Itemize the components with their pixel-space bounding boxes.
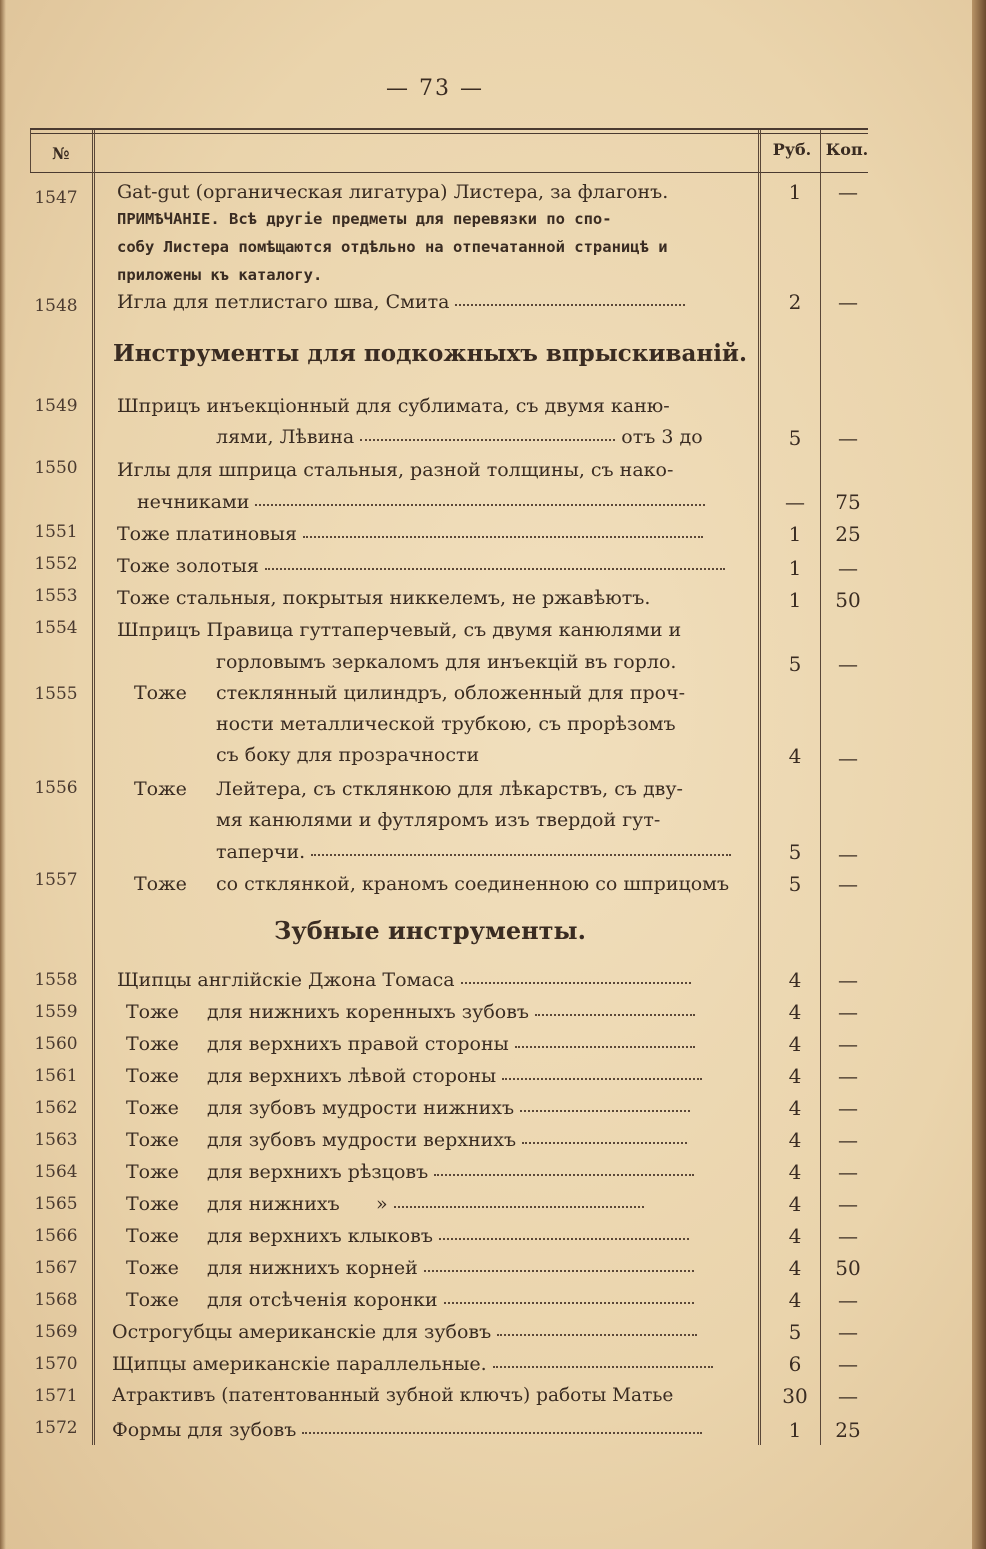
entry-rubles: 1: [788, 556, 802, 580]
ditto-label: Тоже: [126, 1001, 179, 1023]
text-column-divider: [758, 130, 761, 1445]
entry-text-main: нечниками: [137, 491, 250, 513]
entry-number: 1566: [34, 1226, 78, 1246]
ditto-label: Тоже: [126, 1161, 179, 1183]
entry-text-continued: мя канюлями и футляромъ изъ твердой гут-: [216, 809, 661, 831]
entry-kopecks: —: [838, 1320, 858, 1344]
entry-rubles: 4: [788, 1128, 802, 1152]
entry-rubles: 4: [788, 1032, 802, 1056]
page-number: — 73 —: [386, 76, 484, 101]
entry-text: Атрактивъ (патентованный зубной ключъ) работы Матье: [112, 1385, 674, 1406]
entry-text: [112, 1320, 697, 1344]
entry-text: стеклянный цилиндръ, обложенный для проч-: [216, 682, 686, 704]
entry-kopecks: —: [838, 1160, 858, 1184]
entry-number: 1547: [34, 188, 78, 208]
entry-text: [117, 968, 691, 992]
entry-text: Иглы для шприца стальныя, разной толщины, съ нако-: [117, 459, 674, 481]
entry-text-main: для верхнихъ лѣвой стороны: [207, 1065, 497, 1087]
entry-rubles: 4: [788, 968, 802, 992]
entry-rubles: 5: [788, 652, 802, 676]
ditto-label: Тоже: [126, 1033, 179, 1055]
entry-text: [112, 1418, 702, 1442]
entry-number: 1569: [34, 1322, 78, 1342]
entry-number: 1571: [34, 1386, 78, 1406]
entry-text-main: для верхнихъ правой стороны: [207, 1033, 509, 1055]
entry-kopecks: —: [838, 426, 858, 450]
entry-kopecks: 25: [835, 1418, 861, 1442]
entry-text: Шприцъ Правица гуттаперчевый, съ двумя канюлями и: [117, 619, 682, 641]
entry-kopecks: —: [838, 556, 858, 580]
entry-rubles: 2: [788, 290, 802, 314]
entry-kopecks: —: [838, 1000, 858, 1024]
entry-kopecks: —: [838, 180, 858, 204]
entry-number: 1564: [34, 1162, 78, 1182]
entry-kopecks: —: [838, 1032, 858, 1056]
entry-rubles: 4: [788, 1096, 802, 1120]
entry-number: 1557: [34, 870, 78, 890]
entry-text: [207, 1096, 690, 1120]
page-right-edge: [972, 0, 986, 1549]
entry-number: 1548: [34, 296, 78, 316]
entry-rubles: —: [785, 490, 805, 514]
entry-kopecks: —: [838, 746, 858, 770]
entry-text: [207, 1256, 694, 1280]
ditto-label: Тоже: [126, 1289, 179, 1311]
leader-dots: [303, 536, 703, 538]
entry-text-main: для верхнихъ клыковъ: [207, 1225, 433, 1247]
entry-rubles: 1: [788, 588, 802, 612]
entry-text-main: Формы для зубовъ: [112, 1419, 297, 1441]
num-column-divider: [92, 130, 95, 1445]
entry-text-main: Щипцы американскіе параллельные.: [112, 1353, 487, 1375]
ditto-label: Тоже: [126, 1257, 179, 1279]
entry-number: 1561: [34, 1066, 78, 1086]
entry-rubles: 5: [788, 426, 802, 450]
entry-text: [207, 1224, 689, 1248]
entry-kopecks: —: [838, 968, 858, 992]
entry-kopecks: —: [838, 1128, 858, 1152]
page-left-edge: [0, 0, 6, 1549]
leader-dots: [493, 1366, 713, 1368]
entry-text-continued: горловымъ зеркаломъ для инъекцій въ горло.: [216, 651, 677, 673]
entry-rubles: 30: [782, 1384, 808, 1408]
ditto-label: Тоже: [126, 1065, 179, 1087]
entry-text-main: для нижнихъ коренныхъ зубовъ: [207, 1001, 529, 1023]
entry-text-continued: съ боку для прозрачности: [216, 744, 480, 766]
entry-kopecks: —: [838, 1224, 858, 1248]
entry-text-main: Щипцы англійскіе Джона Томаса: [117, 969, 455, 991]
entry-kopecks: 25: [835, 522, 861, 546]
header-kopecks: Коп.: [825, 140, 869, 159]
entry-number: 1559: [34, 1002, 78, 1022]
entry-text-main: таперчи.: [216, 841, 306, 863]
entry-number: 1570: [34, 1354, 78, 1374]
entry-text: Шприцъ инъекціонный для сублимата, съ двумя каню-: [117, 395, 670, 417]
entry-kopecks: —: [838, 1064, 858, 1088]
leader-dots: [302, 1432, 702, 1434]
entry-text: Gat-gut (органическая лигатура) Листера, за флагонъ.: [117, 181, 669, 203]
leader-dots: [255, 504, 705, 506]
leader-dots: [522, 1142, 687, 1144]
entry-text: со стклянкой, краномъ соединенною со шприцомъ: [216, 873, 730, 895]
leader-dots: [515, 1046, 695, 1048]
ditto-label: Тоже: [126, 1225, 179, 1247]
entry-number: 1562: [34, 1098, 78, 1118]
entry-number: 1556: [34, 778, 78, 798]
entry-rubles: 5: [788, 840, 802, 864]
note-line: собу Листера помѣщаются отдѣльно на отпечатанной страницѣ и: [117, 238, 668, 256]
entry-text-main: Тоже платиновыя: [117, 523, 298, 545]
leader-dots: [439, 1238, 689, 1240]
price-column-divider: [820, 130, 821, 1445]
entry-rubles: 6: [788, 1352, 802, 1376]
leader-dots: [535, 1014, 695, 1016]
entry-number: 1567: [34, 1258, 78, 1278]
entry-rubles: 4: [788, 1160, 802, 1184]
entry-rubles: 1: [788, 1418, 802, 1442]
section-heading-subcutaneous: Инструменты для подкожныхъ впрыскиваній.: [112, 340, 748, 367]
entry-number: 1560: [34, 1034, 78, 1054]
entry-text-main: для зубовъ мудрости верхнихъ: [207, 1129, 517, 1151]
entry-rubles: 5: [788, 872, 802, 896]
entry-kopecks: —: [838, 1352, 858, 1376]
leader-dots: [502, 1078, 702, 1080]
entry-text: [117, 522, 703, 546]
entry-number: 1552: [34, 554, 78, 574]
entry-number: 1563: [34, 1130, 78, 1150]
entry-number: 1554: [34, 618, 78, 638]
ditto-label: Тоже: [126, 1193, 179, 1215]
entry-text: Лейтера, съ стклянкою для лѣкарствъ, съ дву-: [216, 778, 683, 800]
entry-number: 1572: [34, 1418, 78, 1438]
entry-rubles: 4: [788, 1064, 802, 1088]
header-rubles: Руб.: [772, 140, 812, 159]
entry-text-main: для верхнихъ рѣзцовъ: [207, 1161, 429, 1183]
entry-rubles: 4: [788, 1192, 802, 1216]
entry-text: [207, 1064, 702, 1088]
leader-dots: [394, 1206, 644, 1208]
entry-text-main: лями, Лѣвина: [216, 426, 355, 448]
entry-text: [112, 1352, 713, 1376]
entry-kopecks: —: [838, 1192, 858, 1216]
entry-rubles: 5: [788, 1320, 802, 1344]
entry-text: [207, 1192, 644, 1216]
entry-text: [207, 1160, 694, 1184]
entry-rubles: 4: [788, 1288, 802, 1312]
entry-text-main: для нижнихъ корней: [207, 1257, 418, 1279]
table-top-rule-inner: [30, 133, 868, 134]
entry-kopecks: —: [838, 290, 858, 314]
entry-rubles: 1: [788, 522, 802, 546]
entry-text: [207, 1128, 687, 1152]
leader-dots: [497, 1334, 697, 1336]
entry-text-main: для нижнихъ »: [207, 1193, 388, 1215]
entry-text-continued: [216, 840, 731, 864]
entry-kopecks: —: [838, 652, 858, 676]
table-top-rule: [30, 128, 868, 130]
entry-rubles: 4: [788, 1000, 802, 1024]
leader-dots: [265, 568, 725, 570]
table-left-border: [30, 130, 31, 172]
note-line: приложены къ каталогу.: [117, 266, 323, 284]
note-line: ПРИМѢЧАНІЕ. Всѣ другіе предметы для перевязки по спо-: [117, 210, 612, 228]
entry-rubles: 4: [788, 1256, 802, 1280]
entry-text-continued: [216, 425, 703, 449]
entry-number: 1565: [34, 1194, 78, 1214]
entry-kopecks: 50: [835, 1256, 861, 1280]
entry-kopecks: —: [838, 1384, 858, 1408]
entry-number: 1558: [34, 970, 78, 990]
entry-text-main: для отсѣченія коронки: [207, 1289, 438, 1311]
entry-text-continued: ности металлической трубкою, съ прорѣзомъ: [216, 713, 676, 735]
entry-text: [117, 554, 725, 578]
entry-number: 1549: [34, 396, 78, 416]
ditto-label: Тоже: [134, 682, 187, 704]
entry-text: Тоже стальныя, покрытыя никкелемъ, не ржавѣютъ.: [117, 587, 651, 609]
ditto-label: Тоже: [134, 873, 187, 895]
entry-kopecks: —: [838, 842, 858, 866]
entry-text: [207, 1288, 694, 1312]
leader-dots: [424, 1270, 694, 1272]
leader-dots: [311, 854, 731, 856]
entry-text: [207, 1032, 695, 1056]
price-range-label: отъ 3 до: [621, 426, 703, 448]
entry-rubles: 4: [788, 1224, 802, 1248]
leader-dots: [444, 1302, 694, 1304]
leader-dots: [461, 982, 691, 984]
table-header-rule: [30, 172, 868, 173]
leader-dots: [455, 304, 685, 306]
entry-number: 1553: [34, 586, 78, 606]
ditto-label: Тоже: [126, 1097, 179, 1119]
ditto-label: Тоже: [134, 778, 187, 800]
entry-kopecks: 75: [835, 490, 861, 514]
entry-number: 1550: [34, 458, 78, 478]
entry-rubles: 1: [788, 180, 802, 204]
leader-dots: [520, 1110, 690, 1112]
entry-kopecks: —: [838, 1096, 858, 1120]
entry-number: 1555: [34, 684, 78, 704]
entry-text: [207, 1000, 695, 1024]
entry-kopecks: —: [838, 1288, 858, 1312]
section-heading-dental: Зубные инструменты.: [274, 916, 586, 945]
leader-dots: [360, 439, 615, 441]
entry-text-continued: [137, 490, 705, 514]
leader-dots: [434, 1174, 694, 1176]
entry-text-main: Острогубцы американскіе для зубовъ: [112, 1321, 492, 1343]
entry-kopecks: 50: [835, 588, 861, 612]
entry-text: [117, 290, 685, 314]
entry-text-main: Тоже золотыя: [117, 555, 259, 577]
ditto-label: Тоже: [126, 1129, 179, 1151]
header-number: №: [52, 144, 70, 163]
entry-text-main: для зубовъ мудрости нижнихъ: [207, 1097, 515, 1119]
entry-rubles: 4: [788, 744, 802, 768]
entry-number: 1568: [34, 1290, 78, 1310]
entry-number: 1551: [34, 522, 78, 542]
entry-kopecks: —: [838, 872, 858, 896]
entry-text-main: Игла для петлистаго шва, Смита: [117, 291, 450, 313]
